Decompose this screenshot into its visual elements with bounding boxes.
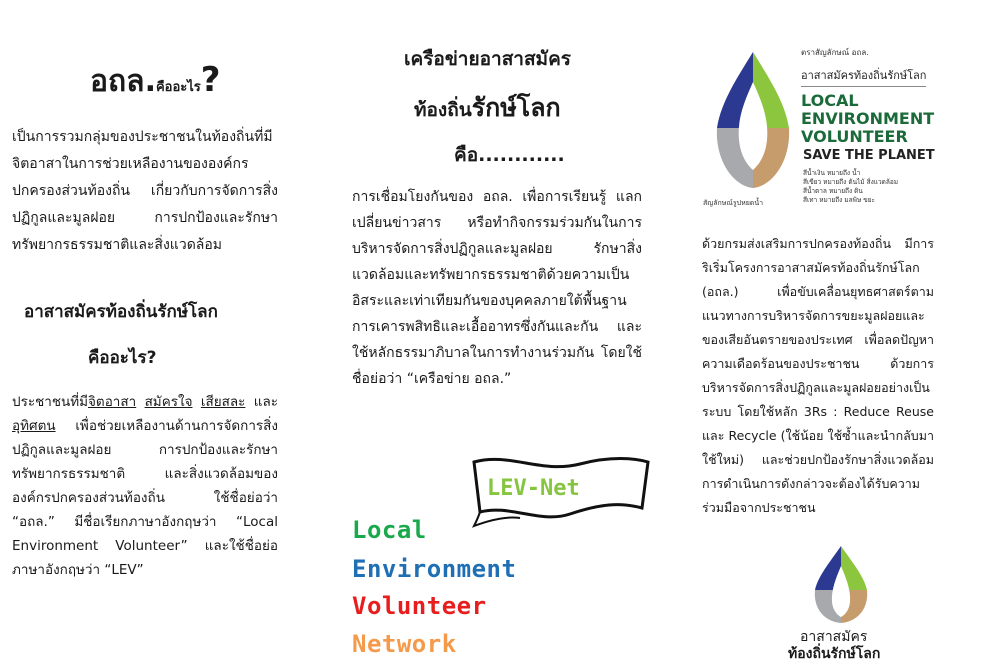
banner-text: LEV-Net xyxy=(487,476,580,501)
lev-word-volunteer: Volunteer xyxy=(352,592,487,620)
subheading-line2: คืออะไร? xyxy=(88,348,157,368)
definition-paragraph: ประชาชนที่มีจิตอาสา สมัครใจ เสียสละ และอุทิศตน เพื่อช่วยเหลืองานด้านการจัดการสิ่งปฏิกูลและมูลฝอย การปกป้องและรักษาทรัพยากรธรรมชาติ และสิ่งแวดล้อมขององค์กรปกครองส่วนท้องถิ่น ใช้ชื่อย่อว่า “อถล.” มีชื่อเรียกภาษาอังกฤษว่า “Local Environment Volunteer” และใช้ชื่อย่อภาษาอังกฤษว่า “LEV” xyxy=(12,394,278,578)
lev-word-network: Network xyxy=(352,630,457,658)
bottom-logo-text-1: อาสาสมัคร xyxy=(800,629,868,645)
subheading-line1: อาสาสมัครท้องถิ่นรักษ์โลก xyxy=(24,302,218,322)
logo-label-small: ตราสัญลักษณ์ อถล. xyxy=(801,48,869,57)
water-drop-small-logo-icon xyxy=(806,544,876,624)
background-paragraph: ด้วยกรมส่งเสริมการปกครองท้องถิ่น มีการริเริ่มโครงการอาสาสมัครท้องถิ่นรักษ์โลก (อถล.) เพื่อขับเคลื่อนยุทธศาสตร์ตามแนวทางการบริหารจัดการขยะมูลฝอยและของเสียอันตรายของประเทศ เพื่อลดปัญหาความเดือดร้อนของประชาชน ด้วยการบริหารจัดการสิ่งปฏิกูลและมูลฝอยอย่างเป็นระบบ โดยใช้หลัก 3Rs : Reduce Reuse และ Recycle (ใช้น้อย ใช้ซ้ำและนำกลับมาใช้ใหม่) และช่วยปกป้องรักษาสิ่งแวดล้อม การดำเนินการดังกล่าวจะต้องได้รับความร่วมมือจากประชาชน xyxy=(702,236,934,515)
network-title-line3: คือ............ xyxy=(454,144,565,166)
lev-word-local: Local xyxy=(352,516,427,544)
bottom-logo-text-2: ท้องถิ่นรักษ์โลก xyxy=(788,646,881,662)
intro-paragraph: เป็นการรวมกลุ่มของประชาชนในท้องถิ่นที่มีจิตอาสาในการช่วยเหลืองานขององค์กรปกครองส่วนท้องถิ่น เกี่ยวกับการจัดการสิ่งปฏิกูลและมูลฝอย การปกป้องและรักษาทรัพยากรธรรมชาติและสิ่งแวดล้อม xyxy=(12,129,278,253)
logo-caption: สัญลักษณ์รูปหยดน้ำ xyxy=(703,199,764,207)
logo-org-name: อาสาสมัครท้องถิ่นรักษ์โลก xyxy=(801,66,926,87)
lev-logo-block xyxy=(703,44,941,207)
logo-english-name: LOCAL ENVIRONMENT VOLUNTEER xyxy=(801,91,935,146)
logo-slogan: SAVE THE PLANET xyxy=(803,148,935,163)
network-title-line1: เครือข่ายอาสาสมัคร xyxy=(404,48,571,70)
color-legend: สีน้ำเงิน หมายถึง น้ำ สีเขียว หมายถึง ต้นไม้ สิ่งแวดล้อม สีน้ำตาล หมายถึง ดิน สีเทา หมายถึง มลพิษ ขยะ xyxy=(803,169,899,204)
lev-word-environment: Environment xyxy=(352,555,517,583)
water-drop-logo-icon xyxy=(707,48,799,198)
network-paragraph: การเชื่อมโยงกันของ อถล. เพื่อการเรียนรู้ แลกเปลี่ยนข่าวสาร หรือทำกิจกรรมร่วมกันในการบริหารจัดการสิ่งปฏิกูลและมูลฝอย รักษาสิ่งแวดล้อมและทรัพยากรธรรมชาติด้วยความเป็นอิสระและเท่าเทียมกันของบุคคลภายใต้พื้นฐานการเคารพสิทธิและเอื้ออาทรซึ่งกันและกัน และใช้หลักธรรมาภิบาลในการทำงานร่วมกัน โดยใช้ชื่อย่อว่า “เครือข่าย อถล.” xyxy=(352,189,642,387)
network-title-line2: ท้องถิ่นรักษ์โลก xyxy=(414,93,561,122)
section-title: อถล.คืออะไร? xyxy=(90,60,221,100)
